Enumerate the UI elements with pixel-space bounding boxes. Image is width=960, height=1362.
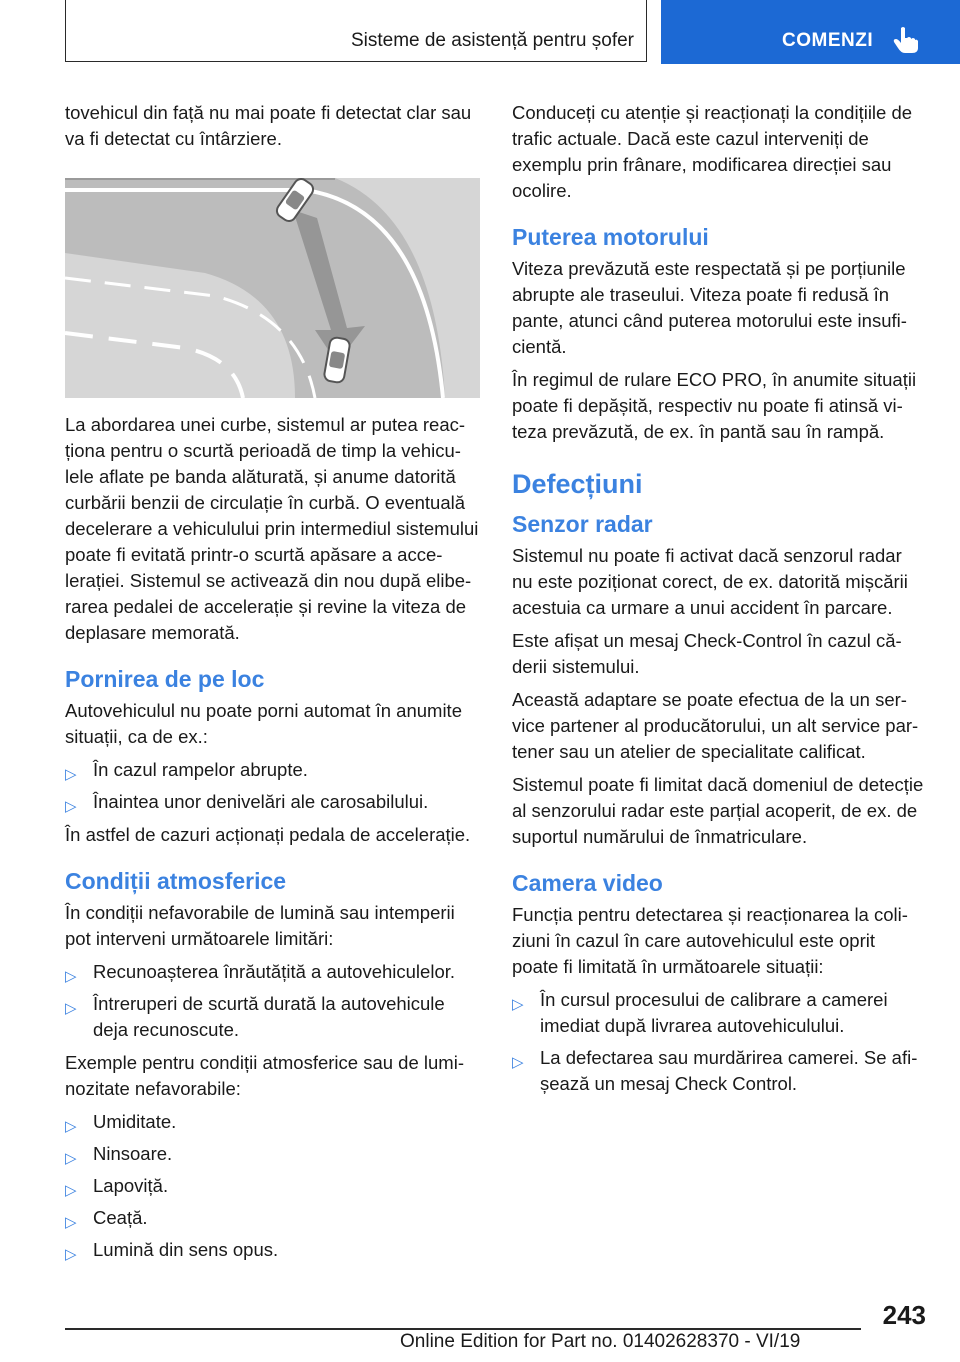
- triangle-bullet-icon: ▷: [65, 1000, 77, 1017]
- weather-heading: Condiții atmosferice: [65, 868, 287, 894]
- list-item: ▷ Lumină din sens opus.: [65, 1237, 480, 1263]
- list-item: ▷ Înaintea unor denivelări ale carosabilului.: [65, 789, 480, 815]
- curve-illustration: [65, 178, 480, 398]
- list-item: ▷ Recunoașterea înrăutățită a autovehiculelor.: [65, 959, 480, 985]
- list-item: ▷ În cursul procesului de calibrare a camerei imediat după livrarea autovehiculului.: [512, 989, 888, 1036]
- list-item: ▷ Lapoviță.: [65, 1173, 480, 1199]
- weather-paragraph: În condiții nefavorabile de lumină sau intemperii pot interveni următoarele limitări:: [65, 902, 455, 949]
- list-item: ▷ La defectarea sau murdărirea camerei. Se afișează un mesaj Check Control.: [512, 1047, 918, 1094]
- start-after-paragraph: În astfel de cazuri acționați pedala de accelerație.: [65, 824, 471, 845]
- triangle-bullet-icon: ▷: [512, 1054, 524, 1071]
- right-intro-paragraph: Conduceți cu atenție și reacționați la condițiile de trafic actuale. Dacă este cazul interveniți de exemplu prin frânare, modificarea direcției sau ocolire.: [512, 102, 913, 201]
- list-item: ▷ Întreruperi de scurtă durată la autovehicule deja recunoscute.: [65, 993, 445, 1040]
- weather-list: [65, 959, 480, 1043]
- engine-heading: Puterea motorului: [512, 224, 709, 250]
- examples-paragraph: Exemple pentru condiții atmosferice sau de luminozitate nefavorabile:: [65, 1052, 464, 1099]
- page-number: 243: [882, 1300, 926, 1330]
- radar-paragraph-4: Sistemul poate fi limitat dacă domeniul de detecție al senzorului radar este parțial acoperit, de ex. de suportul numărului de înmatriculare.: [512, 774, 924, 847]
- list-item: ▷ În cazul rampelor abrupte.: [65, 757, 480, 783]
- engine-paragraph-1: Viteza prevăzută este respectată și pe porțiunile abrupte ale traseului. Viteza poate fi redusă în pante, atunci când puterea motorului este insuficientă.: [512, 258, 907, 357]
- start-paragraph: Autovehiculul nu poate porni automat în anumite situații, ca de ex.:: [65, 700, 462, 747]
- engine-paragraph-2: În regimul de rulare ECO PRO, în anumite situații poate fi depășită, respectiv nu poate fi atinsă viteza prevăzută, de ex. în pantă sau în rampă.: [512, 369, 917, 442]
- triangle-bullet-icon: ▷: [65, 1150, 77, 1167]
- radar-heading: Senzor radar: [512, 511, 653, 537]
- pointing-hand-icon: [893, 26, 919, 54]
- camera-paragraph: Funcția pentru detectarea și reacționarea la coliziuni în cazul în care autovehiculul este oprit poate fi limitată în următoarele situații:: [512, 904, 908, 977]
- start-heading: Pornirea de pe loc: [65, 666, 265, 692]
- right-column: [512, 100, 926, 1104]
- footer-divider: [65, 1328, 861, 1330]
- triangle-bullet-icon: ▷: [65, 968, 77, 985]
- left-intro-paragraph: tovehicul din față nu mai poate fi detectat clar sau va fi detectat cu întârziere.: [65, 102, 472, 149]
- radar-paragraph-2: Este afișat un mesaj Check-Control în cazul căderii sistemului.: [512, 630, 902, 677]
- camera-heading: Camera video: [512, 870, 663, 896]
- faults-heading: Defecțiuni: [512, 469, 643, 499]
- page-header: [65, 0, 895, 64]
- section-title: Sisteme de asistență pentru șofer: [65, 0, 647, 62]
- left-column: [65, 100, 480, 1270]
- start-list: [65, 757, 480, 815]
- triangle-bullet-icon: ▷: [512, 996, 524, 1013]
- examples-list: [65, 1109, 480, 1263]
- triangle-bullet-icon: ▷: [65, 1214, 77, 1231]
- list-item: ▷ Ceață.: [65, 1205, 480, 1231]
- radar-paragraph-3: Această adaptare se poate efectua de la un service partener al producătorului, un alt service partener sau un atelier de specialitate calificat.: [512, 689, 919, 762]
- comenzi-tab[interactable]: [661, 0, 960, 64]
- list-item: ▷ Ninsoare.: [65, 1141, 480, 1167]
- triangle-bullet-icon: ▷: [65, 1182, 77, 1199]
- curve-paragraph: La abordarea unei curbe, sistemul ar putea reacționa pentru o scurtă perioadă de timp la vehiculele aflate pe banda alăturată, și anume datorită curbării benzii de circulație în curbă. O eventuală decelerare a vehiculului prin intermediul sistemului poate fi evitată printr-o scurtă apăsare a accelerației. Sistemul se activează din nou după eliberarea pedalei de accelerație și revine la viteza de deplasare memorată.: [65, 414, 479, 643]
- tab-label: COMENZI: [782, 30, 874, 51]
- triangle-bullet-icon: ▷: [65, 1118, 77, 1135]
- camera-list: [512, 987, 926, 1097]
- radar-paragraph-1: Sistemul nu poate fi activat dacă senzorul radar nu este poziționat corect, de ex. datorită mișcării acestuia ca urmare a unui accident în parcare.: [512, 545, 908, 618]
- triangle-bullet-icon: ▷: [65, 766, 77, 783]
- triangle-bullet-icon: ▷: [65, 1246, 77, 1263]
- triangle-bullet-icon: ▷: [65, 798, 77, 815]
- list-item: ▷ Umiditate.: [65, 1109, 480, 1135]
- edition-footer: Online Edition for Part no. 01402628370 - VI/19: [400, 1331, 801, 1352]
